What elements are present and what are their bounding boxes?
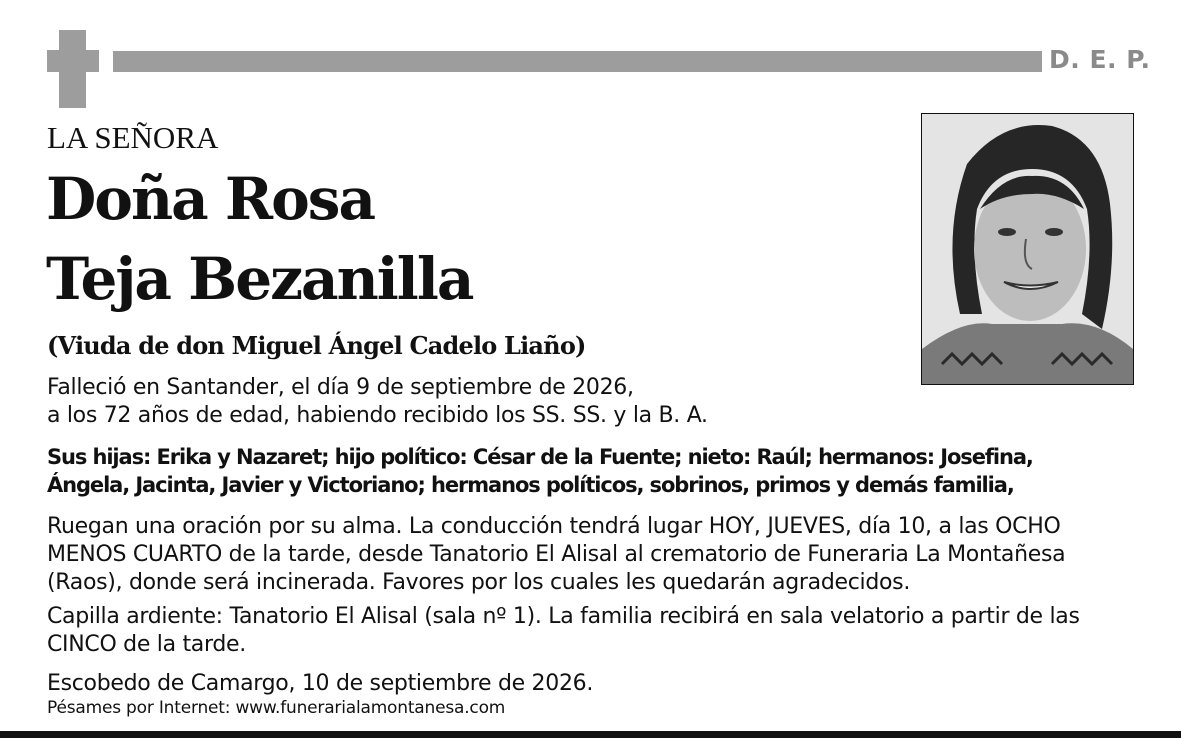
chapel-line-2: CINCO de la tarde. bbox=[47, 632, 246, 657]
header-bar bbox=[113, 51, 1042, 72]
prayer-line-3: (Raos), donde será incinerada. Favores por los cuales les quedarán agradecidos. bbox=[47, 570, 911, 595]
deceased-name-last: Teja Bezanilla bbox=[46, 245, 473, 313]
prayer-line-2: MENOS CUARTO de la tarde, desde Tanatorio El Alisal al crematorio de Funeraria La Montañesa bbox=[47, 542, 1066, 567]
cross-icon-arm bbox=[47, 50, 99, 72]
portrait-photo bbox=[921, 113, 1134, 385]
dep-label: D. E. P. bbox=[1049, 45, 1151, 74]
deceased-name-first: Doña Rosa bbox=[46, 165, 375, 233]
prayer-line-1: Ruegan una oración por su alma. La conducción tendrá lugar HOY, JUEVES, día 10, a las OCHO bbox=[47, 514, 1061, 539]
place-date: Escobedo de Camargo, 10 de septiembre de 2026. bbox=[47, 671, 594, 696]
honorific: LA SEÑORA bbox=[47, 120, 219, 155]
family-line-2: Ángela, Jacinta, Javier y Victoriano; hermanos políticos, sobrinos, primos y demás familia, bbox=[47, 473, 1014, 497]
death-line-1: Falleció en Santander, el día 9 de septiembre de 2026, bbox=[47, 375, 634, 400]
death-line-2: a los 72 años de edad, habiendo recibido los SS. SS. y la B. A. bbox=[47, 403, 708, 428]
family-line-1: Sus hijas: Erika y Nazaret; hijo político: César de la Fuente; nieto: Raúl; hermanos: Josefina, bbox=[47, 445, 1033, 469]
widow-of: (Viuda de don Miguel Ángel Cadelo Liaño) bbox=[47, 331, 586, 360]
bottom-border bbox=[0, 731, 1181, 738]
chapel-line-1: Capilla ardiente: Tanatorio El Alisal (sala nº 1). La familia recibirá en sala velatorio a partir de las bbox=[47, 604, 1080, 629]
condolences-website[interactable]: Pésames por Internet: www.funerarialamontanesa.com bbox=[47, 698, 506, 718]
